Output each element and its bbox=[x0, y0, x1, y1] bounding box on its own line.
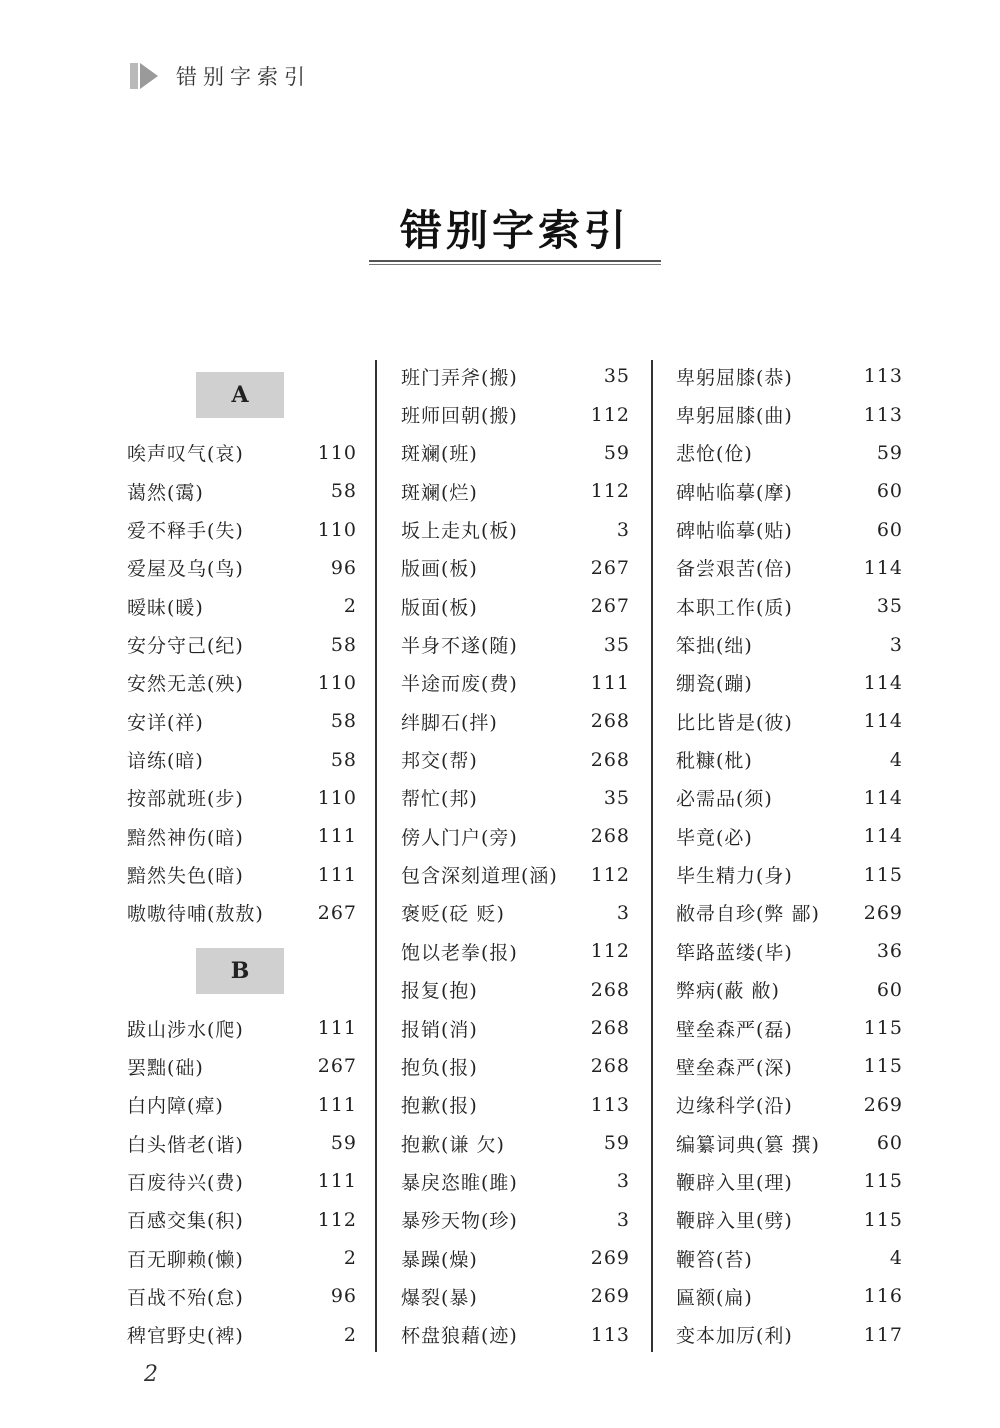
index-page-number: 35 bbox=[603, 633, 630, 656]
index-page-number: 267 bbox=[590, 556, 630, 579]
index-page-number: 113 bbox=[590, 1323, 630, 1346]
index-term: 嗷嗷待哺(敖敖) bbox=[127, 903, 264, 926]
index-entry bbox=[401, 894, 630, 932]
index-entry bbox=[127, 740, 357, 778]
index-entry bbox=[401, 932, 630, 970]
index-entry bbox=[127, 702, 357, 740]
index-page-number: 110 bbox=[317, 518, 357, 541]
index-entry bbox=[127, 549, 357, 587]
index-entry bbox=[401, 817, 630, 855]
index-entry bbox=[676, 894, 903, 932]
index-page-number: 110 bbox=[317, 441, 357, 464]
index-page-number: 3 bbox=[616, 1170, 630, 1193]
index-column-2 bbox=[401, 357, 630, 1354]
title-underline-thin bbox=[369, 264, 661, 265]
index-entry bbox=[676, 817, 903, 855]
index-entry bbox=[676, 1277, 903, 1315]
index-page-number: 111 bbox=[317, 825, 357, 848]
index-entry bbox=[127, 1124, 357, 1162]
index-term: 安详(祥) bbox=[127, 711, 204, 734]
index-term: 按部就班(步) bbox=[127, 788, 244, 811]
index-page-number: 59 bbox=[330, 1132, 357, 1155]
index-term: 斑斓(班) bbox=[401, 443, 478, 466]
index-term: 必需品(须) bbox=[676, 788, 773, 811]
index-term: 暧昧(暖) bbox=[127, 596, 204, 619]
index-term: 白头偕老(谐) bbox=[127, 1133, 244, 1156]
index-term: 稗官野史(裨) bbox=[127, 1325, 244, 1348]
index-page-number: 115 bbox=[863, 1017, 903, 1040]
index-entry bbox=[401, 664, 630, 702]
index-entry bbox=[127, 817, 357, 855]
index-term: 毕生精力(身) bbox=[676, 865, 793, 888]
index-entry bbox=[401, 1086, 630, 1124]
index-entry bbox=[676, 1086, 903, 1124]
index-entry bbox=[127, 1162, 357, 1200]
index-term: 暴殄天物(珍) bbox=[401, 1210, 518, 1233]
index-page-number: 3 bbox=[616, 901, 630, 924]
index-term: 报销(消) bbox=[401, 1018, 478, 1041]
index-term: 爱不释手(失) bbox=[127, 520, 244, 543]
index-entry bbox=[676, 664, 903, 702]
index-entry bbox=[676, 587, 903, 625]
index-term: 抱歉(报) bbox=[401, 1095, 478, 1118]
index-page-number: 35 bbox=[876, 595, 903, 618]
index-term: 绷瓷(蹦) bbox=[676, 673, 753, 696]
page-number: 2 bbox=[144, 1362, 158, 1387]
index-page-number: 113 bbox=[863, 365, 903, 388]
index-entry bbox=[401, 1239, 630, 1277]
index-page-number: 4 bbox=[889, 1247, 903, 1270]
index-term: 边缘科学(沿) bbox=[676, 1095, 793, 1118]
index-entry bbox=[401, 625, 630, 663]
index-page-number: 111 bbox=[590, 671, 630, 694]
index-term: 半身不遂(随) bbox=[401, 635, 518, 658]
index-page-number: 113 bbox=[590, 1093, 630, 1116]
index-entry bbox=[127, 510, 357, 548]
index-entry bbox=[127, 1316, 357, 1354]
index-page-number: 267 bbox=[317, 1055, 357, 1078]
index-entry bbox=[676, 472, 903, 510]
index-page-number: 115 bbox=[863, 1208, 903, 1231]
index-page-number: 60 bbox=[876, 978, 903, 1001]
index-entry bbox=[676, 1124, 903, 1162]
index-term: 谙练(暗) bbox=[127, 750, 204, 773]
index-page-number: 267 bbox=[590, 595, 630, 618]
index-entry bbox=[676, 549, 903, 587]
index-page-number: 114 bbox=[863, 556, 903, 579]
index-term: 百废待兴(费) bbox=[127, 1171, 244, 1194]
index-page-number: 269 bbox=[863, 901, 903, 924]
index-entry bbox=[127, 779, 357, 817]
index-page-number: 115 bbox=[863, 1055, 903, 1078]
index-entry bbox=[676, 740, 903, 778]
index-entry bbox=[676, 357, 903, 395]
index-page-number: 35 bbox=[603, 786, 630, 809]
index-entry bbox=[127, 472, 357, 510]
index-term: 弊病(蔽 敝) bbox=[676, 980, 780, 1003]
index-entry bbox=[127, 664, 357, 702]
index-column-3 bbox=[676, 357, 903, 1354]
column-divider bbox=[375, 360, 377, 1352]
index-entry bbox=[401, 971, 630, 1009]
section-marker-icon bbox=[130, 63, 160, 89]
index-page-number: 58 bbox=[330, 633, 357, 656]
index-entry bbox=[676, 1162, 903, 1200]
index-page-number: 269 bbox=[590, 1247, 630, 1270]
index-page-number: 3 bbox=[889, 633, 903, 656]
index-entry bbox=[401, 702, 630, 740]
index-entry bbox=[401, 1316, 630, 1354]
index-term: 暴戾恣睢(雎) bbox=[401, 1171, 518, 1194]
index-term: 秕糠(枇) bbox=[676, 750, 753, 773]
index-entry bbox=[676, 855, 903, 893]
index-page-number: 116 bbox=[863, 1285, 903, 1308]
index-page-number: 115 bbox=[863, 863, 903, 886]
index-term: 班师回朝(搬) bbox=[401, 405, 518, 428]
index-page-number: 58 bbox=[330, 480, 357, 503]
index-term: 卑躬屈膝(曲) bbox=[676, 405, 793, 428]
index-term: 爱屋及乌(鸟) bbox=[127, 558, 244, 581]
index-page-number: 268 bbox=[590, 1017, 630, 1040]
index-term: 编纂词典(篡 撰) bbox=[676, 1133, 820, 1156]
index-term: 坂上走丸(板) bbox=[401, 520, 518, 543]
index-page-number: 96 bbox=[330, 556, 357, 579]
index-entry bbox=[127, 1201, 357, 1239]
index-term: 鞭笞(苔) bbox=[676, 1248, 753, 1271]
index-entry bbox=[676, 1047, 903, 1085]
index-entry bbox=[676, 971, 903, 1009]
index-page-number: 268 bbox=[590, 825, 630, 848]
index-entry bbox=[676, 1239, 903, 1277]
index-page-number: 112 bbox=[590, 403, 630, 426]
index-entry bbox=[401, 1201, 630, 1239]
index-term: 筚路蓝缕(毕) bbox=[676, 941, 793, 964]
index-term: 罢黜(础) bbox=[127, 1056, 204, 1079]
index-term: 安然无恙(殃) bbox=[127, 673, 244, 696]
index-page-number: 4 bbox=[889, 748, 903, 771]
running-head bbox=[130, 62, 311, 90]
index-entry bbox=[676, 1009, 903, 1047]
index-page-number: 268 bbox=[590, 978, 630, 1001]
index-entry bbox=[127, 1086, 357, 1124]
index-term: 饱以老拳(报) bbox=[401, 941, 518, 964]
index-page-number: 268 bbox=[590, 710, 630, 733]
index-page-number: 269 bbox=[590, 1285, 630, 1308]
index-entry bbox=[127, 894, 357, 932]
index-entry bbox=[401, 1047, 630, 1085]
index-entry bbox=[401, 1124, 630, 1162]
index-term: 爆裂(暴) bbox=[401, 1286, 478, 1309]
letter-heading: A bbox=[196, 372, 284, 418]
index-page-number: 111 bbox=[317, 863, 357, 886]
index-entry bbox=[401, 395, 630, 433]
index-term: 暴躁(燥) bbox=[401, 1248, 478, 1271]
index-page-number: 59 bbox=[603, 441, 630, 464]
index-term: 邦交(帮) bbox=[401, 750, 478, 773]
index-page-number: 267 bbox=[317, 901, 357, 924]
index-page-number: 2 bbox=[343, 595, 357, 618]
index-entry bbox=[676, 702, 903, 740]
index-term: 本职工作(质) bbox=[676, 596, 793, 619]
column-divider bbox=[651, 360, 653, 1352]
title-underline bbox=[369, 260, 661, 262]
index-entry bbox=[676, 932, 903, 970]
running-head-text: 错别字索引 bbox=[176, 65, 311, 89]
index-term: 版面(板) bbox=[401, 596, 478, 619]
page-title: 错别字索引 bbox=[399, 206, 630, 255]
index-entry bbox=[676, 395, 903, 433]
index-term: 黯然神伤(暗) bbox=[127, 826, 244, 849]
index-term: 鞭辟入里(理) bbox=[676, 1171, 793, 1194]
index-entry bbox=[401, 549, 630, 587]
index-entry bbox=[401, 510, 630, 548]
index-entry bbox=[676, 625, 903, 663]
index-term: 包含深刻道理(涵) bbox=[401, 865, 558, 888]
index-term: 抱歉(谦 欠) bbox=[401, 1133, 505, 1156]
index-entry bbox=[127, 625, 357, 663]
index-term: 壁垒森严(深) bbox=[676, 1056, 793, 1079]
index-page-number: 112 bbox=[590, 863, 630, 886]
index-page-number: 114 bbox=[863, 710, 903, 733]
index-term: 班门弄斧(搬) bbox=[401, 366, 518, 389]
index-entry bbox=[676, 510, 903, 548]
index-page-number: 60 bbox=[876, 480, 903, 503]
index-term: 百无聊赖(懒) bbox=[127, 1248, 244, 1271]
index-term: 跋山涉水(爬) bbox=[127, 1018, 244, 1041]
index-term: 褒贬(砭 贬) bbox=[401, 903, 505, 926]
index-page-number: 36 bbox=[876, 940, 903, 963]
index-page-number: 111 bbox=[317, 1017, 357, 1040]
index-page-number: 268 bbox=[590, 1055, 630, 1078]
index-term: 碑帖临摹(摩) bbox=[676, 481, 793, 504]
index-term: 鞭辟入里(劈) bbox=[676, 1210, 793, 1233]
index-entry bbox=[127, 855, 357, 893]
index-term: 斑斓(烂) bbox=[401, 481, 478, 504]
index-entry bbox=[127, 434, 357, 472]
index-term: 百感交集(积) bbox=[127, 1210, 244, 1233]
index-term: 壁垒森严(磊) bbox=[676, 1018, 793, 1041]
index-term: 变本加厉(利) bbox=[676, 1325, 793, 1348]
index-page-number: 112 bbox=[590, 480, 630, 503]
index-entry bbox=[401, 587, 630, 625]
index-page-number: 3 bbox=[616, 518, 630, 541]
letter-heading: B bbox=[196, 948, 284, 994]
index-page-number: 117 bbox=[863, 1323, 903, 1346]
index-page-number: 111 bbox=[317, 1093, 357, 1116]
index-entry bbox=[676, 1316, 903, 1354]
index-entry bbox=[127, 587, 357, 625]
index-page-number: 96 bbox=[330, 1285, 357, 1308]
index-entry bbox=[401, 434, 630, 472]
index-page-number: 114 bbox=[863, 786, 903, 809]
index-term: 毕竟(必) bbox=[676, 826, 753, 849]
index-term: 匾额(扁) bbox=[676, 1286, 753, 1309]
index-entry bbox=[127, 1239, 357, 1277]
index-term: 安分守己(纪) bbox=[127, 635, 244, 658]
index-term: 卑躬屈膝(恭) bbox=[676, 366, 793, 389]
index-page-number: 112 bbox=[590, 940, 630, 963]
index-page-number: 60 bbox=[876, 518, 903, 541]
index-term: 唉声叹气(哀) bbox=[127, 443, 244, 466]
index-page-number: 110 bbox=[317, 671, 357, 694]
index-page-number: 59 bbox=[603, 1132, 630, 1155]
index-term: 敝帚自珍(弊 鄙) bbox=[676, 903, 820, 926]
index-entry bbox=[401, 357, 630, 395]
index-entry bbox=[401, 1277, 630, 1315]
index-term: 报复(抱) bbox=[401, 980, 478, 1003]
index-page-number: 59 bbox=[876, 441, 903, 464]
index-term: 帮忙(邦) bbox=[401, 788, 478, 811]
index-page-number: 268 bbox=[590, 748, 630, 771]
index-entry bbox=[401, 1009, 630, 1047]
index-entry bbox=[401, 855, 630, 893]
index-term: 蔼然(霭) bbox=[127, 481, 204, 504]
index-page-number: 115 bbox=[863, 1170, 903, 1193]
index-page-number: 58 bbox=[330, 710, 357, 733]
index-term: 笨拙(绌) bbox=[676, 635, 753, 658]
index-page-number: 60 bbox=[876, 1132, 903, 1155]
index-page-number: 114 bbox=[863, 671, 903, 694]
index-term: 百战不殆(怠) bbox=[127, 1286, 244, 1309]
index-column-1 bbox=[127, 357, 357, 1354]
index-term: 杯盘狼藉(迹) bbox=[401, 1325, 518, 1348]
index-term: 黯然失色(暗) bbox=[127, 865, 244, 888]
index-page-number: 2 bbox=[343, 1323, 357, 1346]
index-page-number: 110 bbox=[317, 786, 357, 809]
index-page-number: 35 bbox=[603, 365, 630, 388]
index-entry bbox=[127, 1009, 357, 1047]
index-entry bbox=[676, 779, 903, 817]
index-entry bbox=[401, 1162, 630, 1200]
index-page-number: 58 bbox=[330, 748, 357, 771]
index-term: 碑帖临摹(贴) bbox=[676, 520, 793, 543]
index-entry bbox=[127, 1277, 357, 1315]
index-term: 版画(板) bbox=[401, 558, 478, 581]
index-page-number: 114 bbox=[863, 825, 903, 848]
index-entry bbox=[401, 472, 630, 510]
index-page-number: 2 bbox=[343, 1247, 357, 1270]
index-page-number: 111 bbox=[317, 1170, 357, 1193]
index-entry bbox=[127, 1047, 357, 1085]
index-term: 比比皆是(彼) bbox=[676, 711, 793, 734]
index-term: 半途而废(费) bbox=[401, 673, 518, 696]
index-term: 抱负(报) bbox=[401, 1056, 478, 1079]
index-term: 绊脚石(拌) bbox=[401, 711, 498, 734]
index-entry bbox=[676, 1201, 903, 1239]
index-entry bbox=[401, 779, 630, 817]
index-term: 白内障(瘴) bbox=[127, 1095, 224, 1118]
index-page-number: 113 bbox=[863, 403, 903, 426]
index-entry bbox=[676, 434, 903, 472]
index-term: 悲怆(伧) bbox=[676, 443, 753, 466]
index-page-number: 3 bbox=[616, 1208, 630, 1231]
index-entry bbox=[401, 740, 630, 778]
index-term: 备尝艰苦(倍) bbox=[676, 558, 793, 581]
index-page-number: 112 bbox=[317, 1208, 357, 1231]
index-term: 傍人门户(旁) bbox=[401, 826, 518, 849]
index-page-number: 269 bbox=[863, 1093, 903, 1116]
